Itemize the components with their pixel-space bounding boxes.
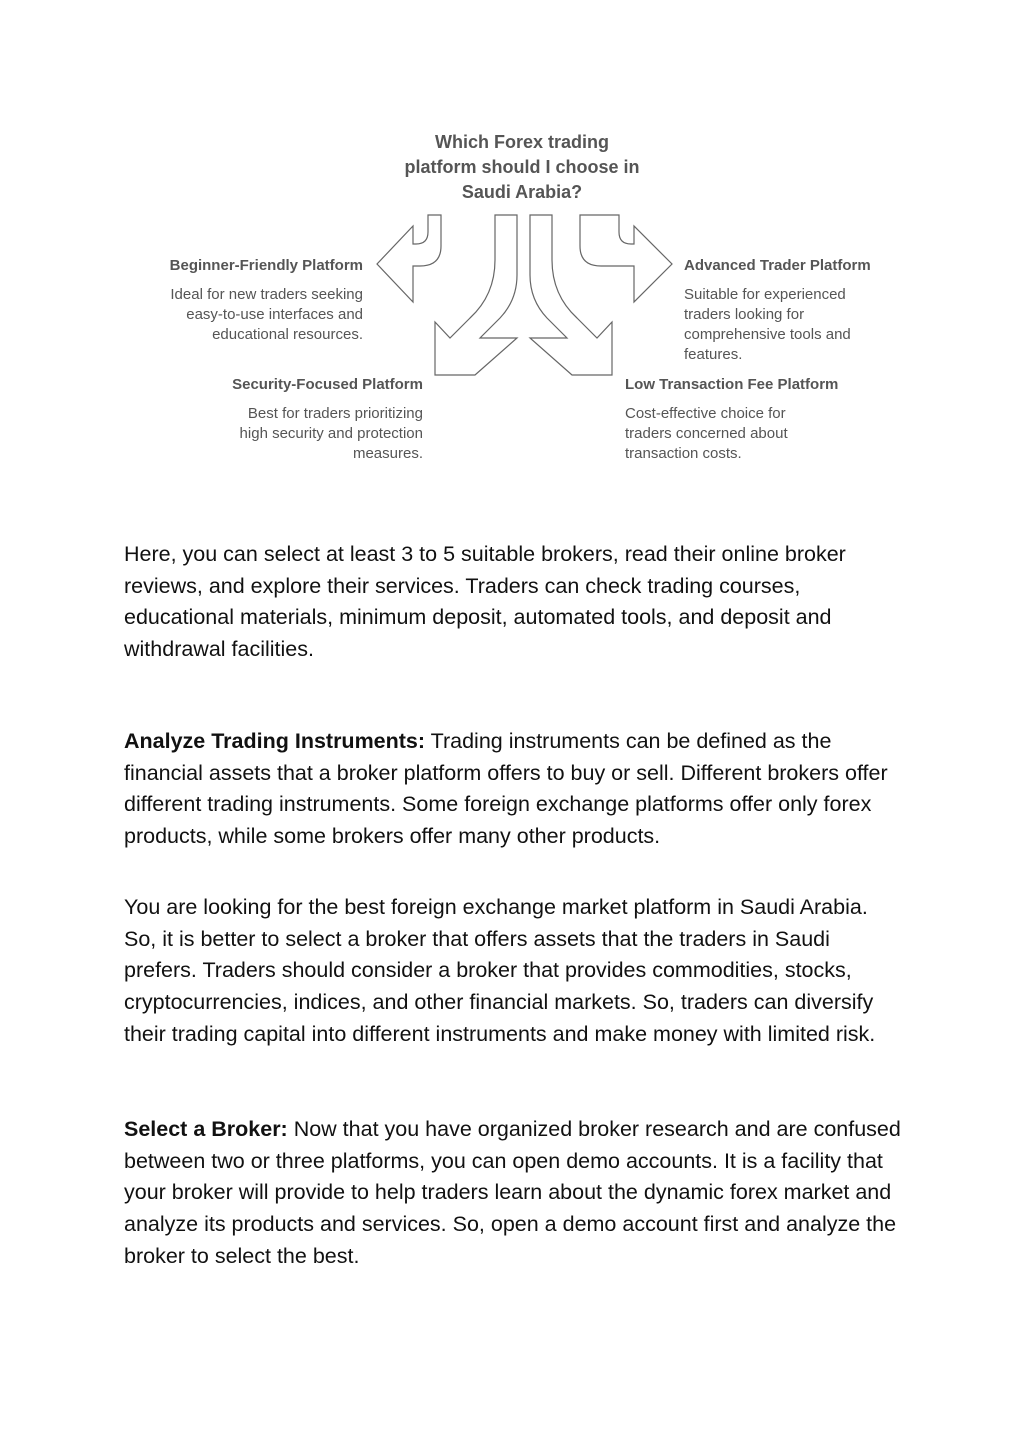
option-title: Low Transaction Fee Platform xyxy=(625,376,839,393)
option-description xyxy=(130,285,363,345)
option-description-line: traders looking for xyxy=(684,306,805,323)
option-description-line: educational resources. xyxy=(212,326,363,343)
option-description-line: features. xyxy=(684,346,743,363)
paragraph-heading: Analyze Trading Instruments: xyxy=(124,729,426,753)
option-description-line: transaction costs. xyxy=(625,445,742,462)
option-description-line: easy-to-use interfaces and xyxy=(186,306,363,323)
paragraph-heading: Select a Broker: xyxy=(124,1117,288,1141)
option-description-line: Ideal for new traders seeking xyxy=(170,286,363,303)
paragraph-intro: Here, you can select at least 3 to 5 suitable brokers, read their online broker reviews, and explore their services. Traders can check trading courses, educational materials, minimum deposit, automated tools, and deposit and withdrawal facilities. xyxy=(124,542,846,662)
option-description-line: Cost-effective choice for xyxy=(625,405,786,422)
option-advanced-trader xyxy=(684,256,899,365)
option-title: Security-Focused Platform xyxy=(232,376,423,393)
option-description-line: high security and protection xyxy=(239,425,423,442)
paragraph-looking: You are looking for the best foreign exchange market platform in Saudi Arabia. So, it is better to select a broker that offers assets that the traders in Saudi prefers. Traders should consider a broker that provides commodities, stocks, cryptocurrencies, indices, and other financial markets. So, traders can diversify their trading capital into different instruments and make money with limited risk. xyxy=(124,895,876,1046)
decision-diagram xyxy=(0,0,1024,500)
diagram-title-line: Saudi Arabia? xyxy=(461,182,583,202)
option-beginner-friendly xyxy=(130,256,363,345)
option-description-line: traders concerned about xyxy=(625,425,788,442)
paragraph-select-broker xyxy=(124,1114,904,1273)
paragraph-analyze-instruments xyxy=(124,726,904,853)
option-description-line: Suitable for experienced xyxy=(684,286,846,303)
diagram-title-line: Which Forex trading xyxy=(434,132,609,152)
option-description xyxy=(625,404,885,464)
option-title: Advanced Trader Platform xyxy=(684,257,871,274)
option-description-line: measures. xyxy=(352,445,423,462)
option-low-transaction-fee xyxy=(625,375,885,464)
arrow-right-icon xyxy=(580,215,672,302)
arrow-down-left-icon xyxy=(435,215,517,375)
option-title: Beginner-Friendly Platform xyxy=(169,257,363,274)
option-description xyxy=(180,404,423,464)
paragraph-body: Trading instruments can be defined as the financial assets that a broker platform offers to buy or sell. Different brokers offer different trading instruments. Some foreign exchange platforms offer only forex products, while some brokers offer many other products. xyxy=(124,729,888,849)
option-description xyxy=(684,285,899,365)
option-description-line: Best for traders prioritizing xyxy=(247,405,423,422)
arrow-left-icon xyxy=(377,215,441,302)
diagram-title-line: platform should I choose in xyxy=(404,157,640,177)
option-security-focused xyxy=(180,375,423,464)
paragraph-body: Now that you have organized broker research and are confused between two or three platforms, you can open demo accounts. It is a facility that your broker will provide to help traders learn about the dynamic forex market and analyze its products and services. So, open a demo account first and analyze the broker to select the best. xyxy=(124,1117,901,1268)
option-description-line: comprehensive tools and xyxy=(684,326,851,343)
